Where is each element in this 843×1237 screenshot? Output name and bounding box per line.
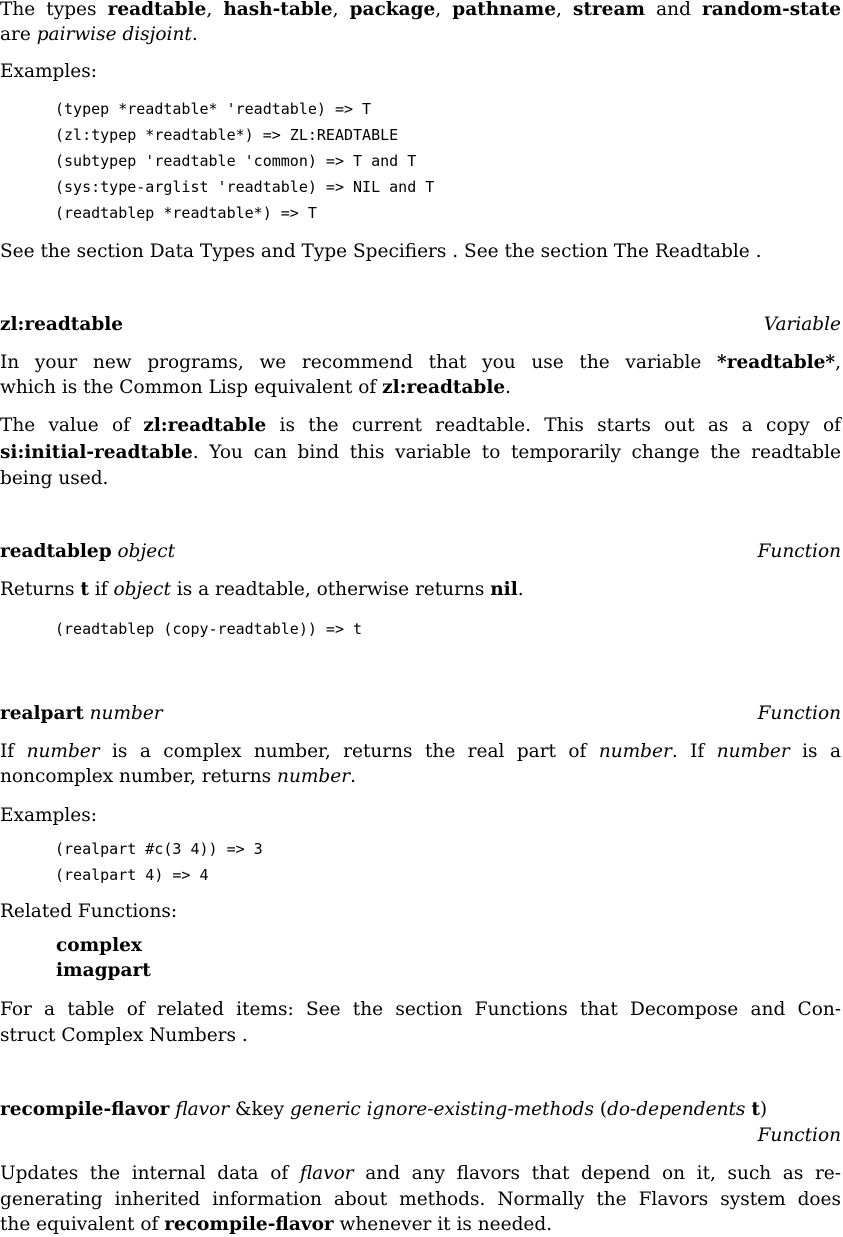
paragraph-line <box>0 1161 841 1186</box>
paragraph-line <box>0 413 841 438</box>
text-run: whenever it is needed. <box>333 1214 553 1235</box>
text-run: is a <box>789 741 841 762</box>
bold-term: recompile-flavor <box>0 1099 170 1120</box>
entry-name: zl:readtable <box>0 314 124 335</box>
related-function-item: imagpart <box>56 960 151 981</box>
text-run: , <box>332 0 350 20</box>
paragraph-line: struct Complex Numbers . <box>0 1025 248 1046</box>
entry-arg: number <box>89 703 163 724</box>
bold-term: *readtable* <box>717 352 836 373</box>
text-run: . You can bind this variable to temporarily change the readtable <box>192 442 841 463</box>
bold-term: readtable <box>107 0 207 20</box>
text-run: generating inherited information about methods. Normally the Flavors system does <box>0 1189 841 1210</box>
bold-term: t <box>80 579 89 600</box>
bold-term: si:initial-readtable <box>0 442 193 463</box>
code-block-types <box>55 96 434 226</box>
text-run: is the current readtable. This starts out as a copy of <box>266 415 841 436</box>
related-functions-label: Related Functions: <box>0 901 178 922</box>
text-run: Updates the internal data of <box>0 1163 300 1184</box>
bold-term: package <box>349 0 436 20</box>
paragraph-line <box>0 1212 552 1237</box>
text-run: In your new programs, we recommend that you use the variable <box>0 352 718 373</box>
bold-term: t <box>751 1099 760 1120</box>
paragraph-line: For a table of related items: See the section Functions that Decompose and Con- <box>0 999 841 1020</box>
text-run: and any flavors that depend on it, such as re- <box>353 1163 841 1184</box>
text-run: . <box>517 579 524 600</box>
bold-term: nil <box>490 579 518 600</box>
related-function-item: complex <box>56 935 142 956</box>
italic-term: generic ignore-existing-methods <box>289 1099 594 1120</box>
entry-kind: Variable <box>763 314 841 335</box>
text-run: &key <box>229 1099 290 1120</box>
paragraph-line <box>0 440 841 465</box>
code-block-readtablep <box>55 616 362 642</box>
examples-label: Examples: <box>0 61 97 82</box>
bold-term: pathname <box>452 0 556 20</box>
italic-term: number <box>26 741 100 762</box>
entry-heading-realpart <box>0 701 841 726</box>
entry-signature-recompile-flavor <box>0 1097 767 1122</box>
bold-term: hash-table <box>223 0 333 20</box>
text-run: . If <box>671 741 717 762</box>
bold-term: zl:readtable <box>382 377 506 398</box>
text-run: which is the Common Lisp equivalent of <box>0 377 383 398</box>
text-run: . <box>191 24 198 45</box>
code-block-realpart <box>55 836 263 888</box>
code-line: (realpart #c(3 4)) => 3 <box>55 840 263 858</box>
entry-arg: object <box>117 541 176 562</box>
paragraph-line <box>0 466 108 491</box>
text-run: Returns <box>0 579 81 600</box>
code-line: (readtablep *readtable*) => T <box>55 204 317 222</box>
text-run: . <box>350 766 356 787</box>
text-run: . <box>505 377 512 398</box>
bold-term: random-state <box>702 0 842 20</box>
text-run: ) <box>759 1099 768 1120</box>
text-run: , <box>206 0 224 20</box>
entry-kind <box>0 1123 841 1148</box>
text-run: If <box>0 741 27 762</box>
entry-name: readtablep <box>0 541 112 562</box>
code-line: (zl:typep *readtable*) => ZL:READTABLE <box>55 126 399 144</box>
text-run: being used. <box>0 468 109 489</box>
italic-term: pairwise disjoint <box>36 24 192 45</box>
text-run: is a complex number, returns the real part of <box>99 741 599 762</box>
text-run: the equivalent of <box>0 1214 165 1235</box>
italic-term: number <box>598 741 672 762</box>
paragraph-line <box>0 739 841 764</box>
text-run: if <box>88 579 114 600</box>
italic-term: number <box>277 766 351 787</box>
paragraph-line <box>0 375 511 400</box>
italic-term: flavor <box>175 1099 230 1120</box>
entry-kind-label: Function <box>757 1125 841 1146</box>
text-run: ( <box>593 1099 608 1120</box>
intro-line-2 <box>0 22 198 47</box>
italic-term: object <box>113 579 171 600</box>
italic-term: do-dependents <box>607 1099 746 1120</box>
text-run: are <box>0 24 37 45</box>
entry-heading-readtablep <box>0 539 841 564</box>
italic-term: number <box>716 741 790 762</box>
examples-label: Examples: <box>0 805 97 826</box>
code-line: (subtypep 'readtable 'common) => T and T <box>55 152 417 170</box>
text-run: noncomplex number, returns <box>0 766 278 787</box>
code-line: (realpart 4) => 4 <box>55 866 209 884</box>
paragraph-line <box>0 350 841 375</box>
entry-kind: Function <box>757 541 841 562</box>
text-run: , <box>555 0 573 20</box>
entry-heading-zl-readtable <box>0 312 841 337</box>
paragraph-line <box>0 1187 841 1212</box>
code-line: (typep *readtable* 'readtable) => T <box>55 100 372 118</box>
text-run: The value of <box>0 415 144 436</box>
bold-term: zl:readtable <box>143 415 267 436</box>
text-run: and <box>645 0 703 20</box>
bold-term: recompile-flavor <box>164 1214 334 1235</box>
text-run: is a readtable, otherwise returns <box>170 579 491 600</box>
intro-line-1 <box>0 0 841 22</box>
bold-term: stream <box>572 0 646 20</box>
see-also-text: See the section Data Types and Type Specifiers . See the section The Readtable . <box>0 241 762 262</box>
text-run: , <box>435 0 453 20</box>
entry-kind: Function <box>757 703 841 724</box>
italic-term: flavor <box>299 1163 354 1184</box>
paragraph-line <box>0 764 356 789</box>
entry-name: realpart <box>0 703 84 724</box>
code-line: (readtablep (copy-readtable)) => t <box>55 620 363 638</box>
paragraph-line <box>0 577 524 602</box>
code-line: (sys:type-arglist 'readtable) => NIL and T <box>55 178 435 196</box>
text-run: , <box>835 352 841 373</box>
text-run: The types <box>0 0 108 20</box>
